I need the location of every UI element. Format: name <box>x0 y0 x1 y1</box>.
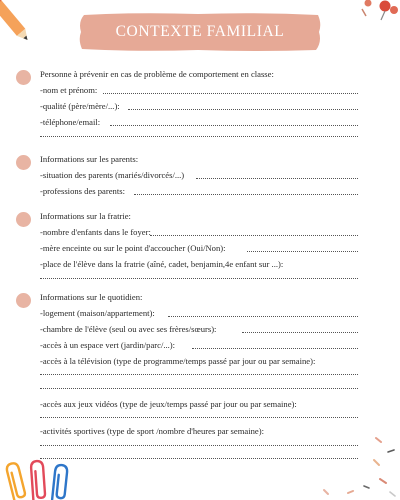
bullet-dot <box>16 155 31 170</box>
fill-line[interactable] <box>40 278 358 279</box>
field-label: -place de l'élève dans la fratrie (aîné, cadet, benjamin,4e enfant sur ...): <box>40 259 284 269</box>
field-label: -nom et prénom: <box>40 85 98 95</box>
field-label: -accès aux jeux vidéos (type de jeux/temps passé par jour ou par semaine): <box>40 399 297 409</box>
section-heading: Informations sur la fratrie: <box>40 211 131 221</box>
field-label: -activités sportives (type de sport /nombre d'heures par semaine): <box>40 426 264 436</box>
fill-line[interactable] <box>150 235 358 236</box>
page-title: CONTEXTE FAMILIAL <box>115 23 285 40</box>
fill-line[interactable] <box>40 136 358 137</box>
field-label: -téléphone/email: <box>40 117 101 127</box>
paper-clip-icon <box>2 458 72 500</box>
fill-line[interactable] <box>40 458 358 459</box>
fill-line[interactable] <box>128 109 358 110</box>
push-pin-icon <box>354 0 400 26</box>
field-label: -nombre d'enfants dans le foyer: <box>40 227 151 237</box>
bullet-dot <box>16 212 31 227</box>
fill-line[interactable] <box>134 194 358 195</box>
fill-line[interactable] <box>40 417 358 418</box>
field-label: -accès à un espace vert (jardin/parc/...): <box>40 340 176 350</box>
section-heading: Informations sur le quotidien: <box>40 292 143 302</box>
confetti-icon <box>300 430 400 500</box>
fill-line[interactable] <box>40 445 358 446</box>
field-label: -qualité (père/mère/...): <box>40 101 120 111</box>
title-banner <box>78 12 322 52</box>
fill-line[interactable] <box>40 388 358 389</box>
fill-line[interactable] <box>242 332 358 333</box>
field-label: -mère enceinte ou sur le point d'accoucher (Oui/Non): <box>40 243 226 253</box>
section-heading: Personne à prévenir en cas de problème de comportement en classe: <box>40 69 274 79</box>
pencil-icon <box>0 0 34 46</box>
bullet-dot <box>16 293 31 308</box>
fill-line[interactable] <box>247 251 358 252</box>
fill-line[interactable] <box>192 348 358 349</box>
field-label: -chambre de l'élève (seul ou avec ses frères/sœurs): <box>40 324 217 334</box>
fill-line[interactable] <box>40 374 358 375</box>
field-label: -accès à la télévision (type de programme/temps passé par jour ou par semaine): <box>40 356 316 366</box>
field-label: -professions des parents: <box>40 186 125 196</box>
fill-line[interactable] <box>103 93 358 94</box>
field-label: -situation des parents (mariés/divorcés/...) <box>40 170 185 180</box>
bullet-dot <box>16 70 31 85</box>
field-label: -logement (maison/appartement): <box>40 308 155 318</box>
fill-line[interactable] <box>168 316 358 317</box>
fill-line[interactable] <box>110 125 358 126</box>
section-heading: Informations sur les parents: <box>40 154 139 164</box>
fill-line[interactable] <box>196 178 358 179</box>
